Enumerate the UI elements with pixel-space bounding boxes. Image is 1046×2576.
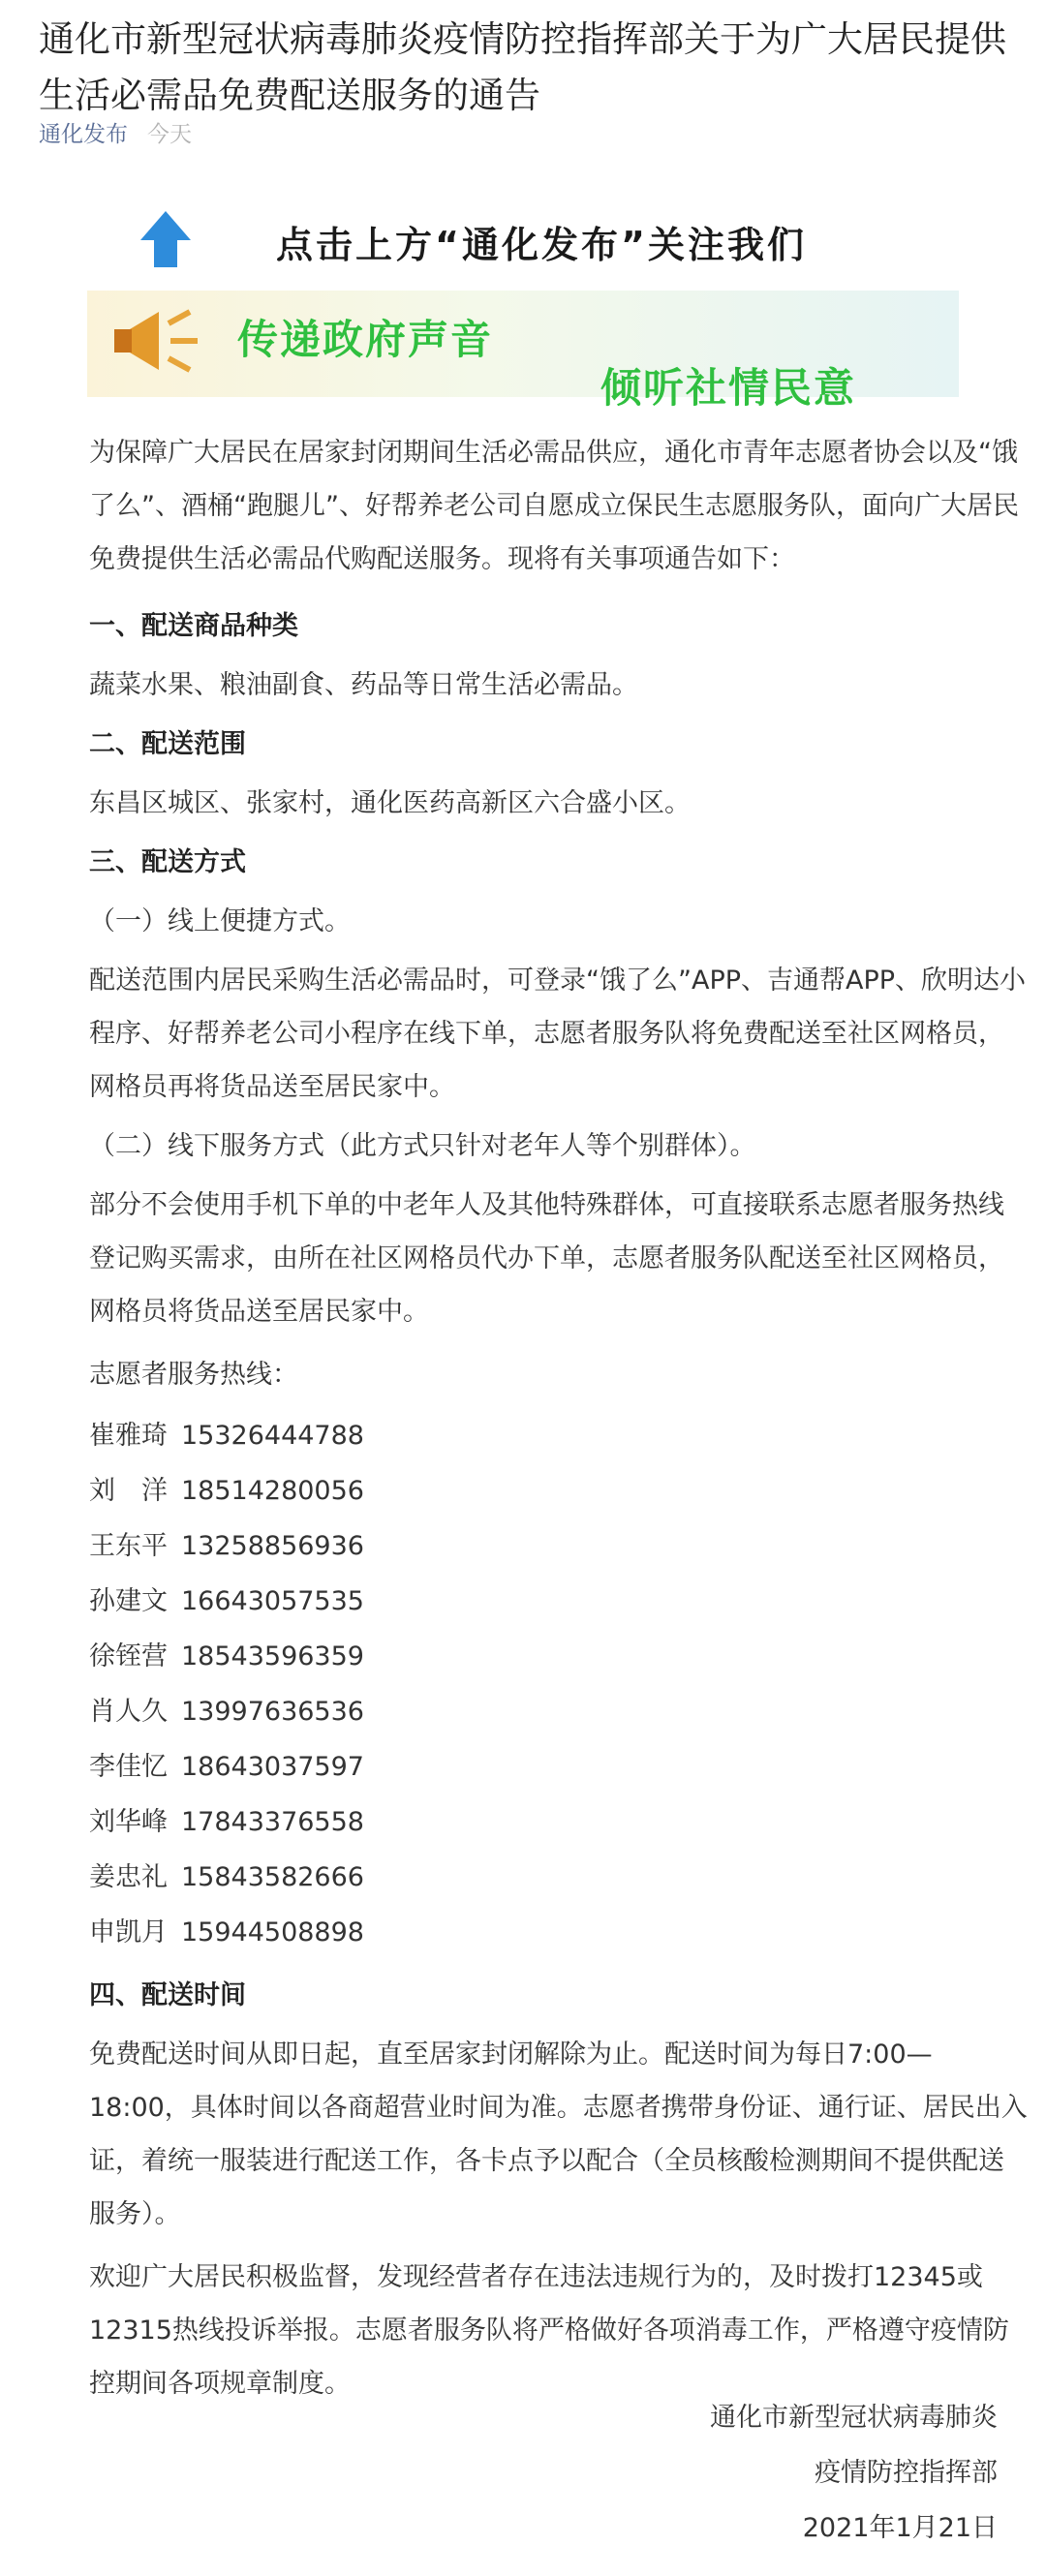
volunteer-name: 肖人久	[89, 1697, 168, 1727]
megaphone-icon	[101, 302, 207, 380]
section-heading-range: 二、配送范围	[89, 729, 246, 759]
publish-time: 今天	[147, 122, 192, 147]
signature-org-line2: 疫情防控指挥部	[815, 2458, 998, 2488]
offline-method-text: 部分不会使用手机下单的中老年人及其他特殊群体，可直接联系志愿者服务热线登记购买需求，由所在社区网格员代办下单，志愿者服务队配送至社区网格员，网格员将货品送至居民家中。	[89, 1190, 1004, 1327]
volunteer-name: 崔雅琦	[89, 1421, 168, 1451]
volunteer-name: 孙建文	[89, 1586, 168, 1616]
article-title: 通化市新型冠状病毒肺炎疫情防控指挥部关于为广大居民提供生活必需品免费配送服务的通告	[39, 18, 1006, 116]
section-heading-time: 四、配送时间	[89, 1980, 246, 2010]
volunteer-phone[interactable]: 18543596359	[181, 1641, 364, 1671]
closing-paragraph: 欢迎广大居民积极监督，发现经营者存在违法违规行为的，及时拨打12345或12315热线投诉举报。志愿者服务队将严格做好各项消毒工作，严格遵守疫情防控期间各项规章制度。	[89, 2262, 1009, 2399]
hotline-item	[89, 1858, 1029, 1897]
hotline-item	[89, 1693, 1029, 1732]
volunteer-name: 李佳忆	[89, 1752, 168, 1782]
arrow-up-icon	[140, 211, 191, 240]
article-meta	[39, 116, 192, 148]
hotline-item	[89, 1582, 1029, 1621]
volunteer-name: 姜忠礼	[89, 1862, 168, 1892]
signature-block	[710, 2390, 998, 2556]
volunteer-name: 徐铚营	[89, 1641, 168, 1671]
signature-org-line1: 通化市新型冠状病毒肺炎	[710, 2403, 998, 2433]
hotline-label: 志愿者服务热线：	[89, 1360, 298, 1390]
hotline-item	[89, 1803, 1029, 1842]
intro-paragraph: 为保障广大居民在居家封闭期间生活必需品供应，通化市青年志愿者协会以及“饿了么”、酒桶“跑腿儿”、好帮养老公司自愿成立保民生志愿服务队，面向广大居民免费提供生活必需品代购配送服务。现将有关事项通告如下：	[89, 438, 1019, 574]
volunteer-name: 刘 洋	[89, 1476, 168, 1506]
volunteer-name: 王东平	[89, 1531, 168, 1561]
slogan-right: 倾听社情民意	[600, 364, 857, 412]
volunteer-name: 申凯月	[89, 1917, 168, 1947]
subsection-online: （一）线上便捷方式。	[89, 906, 351, 936]
volunteer-phone[interactable]: 15326444788	[181, 1421, 364, 1451]
volunteer-phone[interactable]: 15843582666	[181, 1862, 364, 1892]
slogan-left: 传递政府声音	[237, 316, 494, 363]
section-heading-method: 三、配送方式	[89, 847, 246, 877]
hotline-list	[89, 1417, 1029, 1952]
online-method-text: 配送范围内居民采购生活必需品时，可登录“饿了么”APP、吉通帮APP、欣明达小程序、好帮养老公司小程序在线下单，志愿者服务队将免费配送至社区网格员，网格员再将货品送至居民家中。	[89, 966, 1027, 1102]
volunteer-phone[interactable]: 15944508898	[181, 1917, 364, 1947]
hotline-item	[89, 1914, 1029, 1952]
volunteer-phone[interactable]: 16643057535	[181, 1586, 364, 1616]
signature-date: 2021年1月21日	[802, 2513, 998, 2543]
volunteer-name: 刘华峰	[89, 1807, 168, 1837]
section-heading-goods: 一、配送商品种类	[89, 611, 298, 641]
volunteer-phone[interactable]: 18643037597	[181, 1752, 364, 1782]
section-text-goods: 蔬菜水果、粮油副食、药品等日常生活必需品。	[89, 670, 638, 700]
hotline-item	[89, 1638, 1029, 1676]
volunteer-phone[interactable]: 17843376558	[181, 1807, 364, 1837]
volunteer-phone[interactable]: 18514280056	[181, 1476, 364, 1506]
source-link[interactable]: 通化发布	[39, 122, 128, 147]
section-text-range: 东昌区城区、张家村，通化医药高新区六合盛小区。	[89, 788, 691, 818]
article-body	[89, 426, 1029, 2410]
hotline-item	[89, 1472, 1029, 1511]
volunteer-phone[interactable]: 13997636536	[181, 1697, 364, 1727]
hotline-item	[89, 1748, 1029, 1787]
hotline-item	[89, 1417, 1029, 1456]
section-text-time: 免费配送时间从即日起，直至居家封闭解除为止。配送时间为每日7:00—18:00，具体时间以各商超营业时间为准。志愿者携带身份证、通行证、居民出入证，着统一服装进行配送工作，各卡点予以配合（全员核酸检测期间不提供配送服务）。	[89, 2039, 1028, 2229]
subsection-offline: （二）线下服务方式（此方式只针对老年人等个别群体）。	[89, 1131, 756, 1161]
volunteer-phone[interactable]: 13258856936	[181, 1531, 364, 1561]
arrow-up-icon-stem	[154, 238, 177, 267]
follow-prompt: 点击上方“通化发布”关注我们	[276, 224, 807, 266]
hotline-item	[89, 1527, 1029, 1566]
follow-banner[interactable]	[87, 194, 959, 416]
